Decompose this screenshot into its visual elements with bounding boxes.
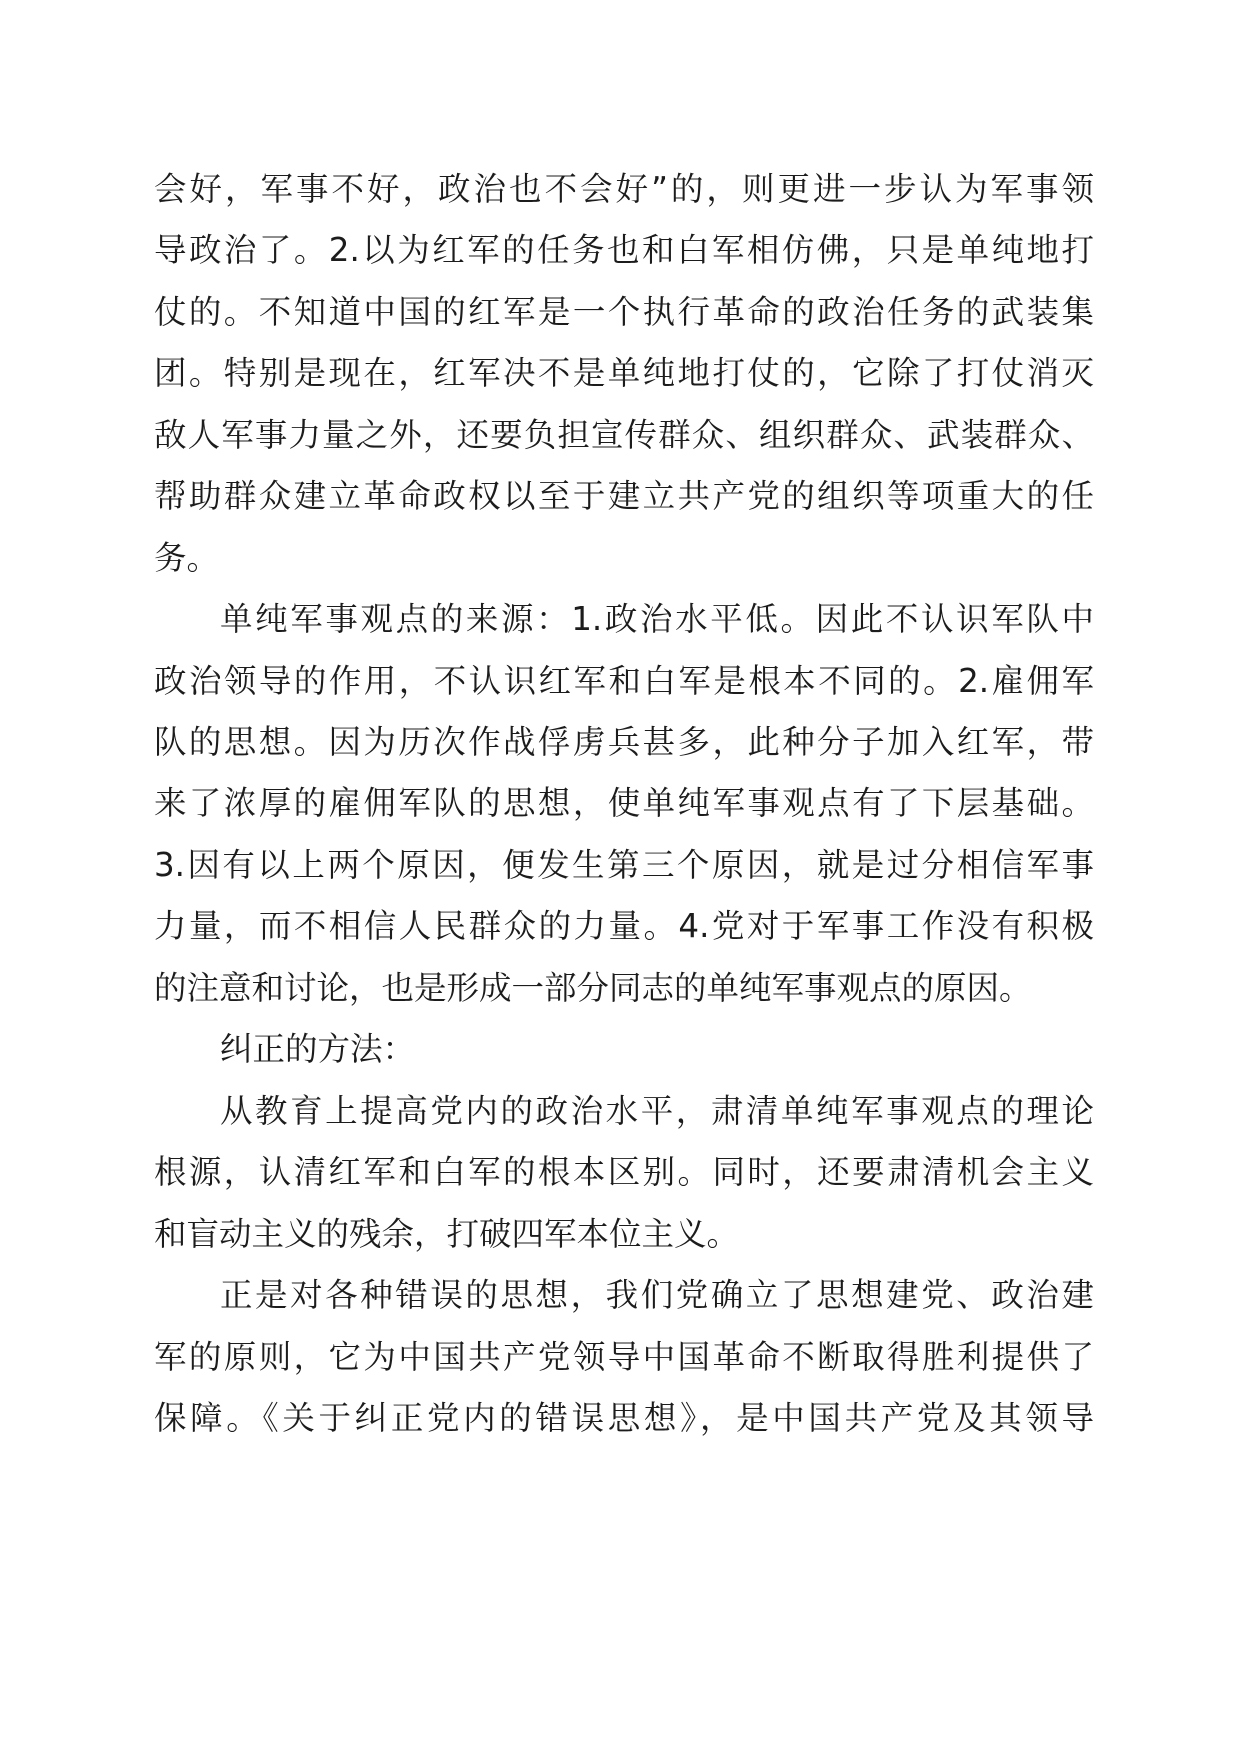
text-line-10: 队的思想。因为历次作战俘虏兵甚多，此种分子加入红军，带 [154, 723, 1094, 761]
text-line-14: 的注意和讨论，也是形成一部分同志的单纯军事观点的原因。 [154, 969, 1032, 1007]
text-line-4: 团。特别是现在，红军决不是单纯地打仗的，它除了打仗消灭 [154, 354, 1094, 392]
text-line-3: 仗的。不知道中国的红军是一个执行革命的政治任务的武装集 [154, 293, 1094, 331]
text-line-20: 军的原则，它为中国共产党领导中国革命不断取得胜利提供了 [154, 1338, 1094, 1376]
text-line-13: 力量，而不相信人民群众的力量。4.党对于军事工作没有积极 [154, 907, 1094, 945]
text-line-9: 政治领导的作用，不认识红军和白军是根本不同的。2.雇佣军 [154, 662, 1094, 700]
text-line-5: 敌人军事力量之外，还要负担宣传群众、组织群众、武装群众、 [154, 416, 1094, 454]
text-line-21: 保障。《关于纠正党内的错误思想》，是中国共产党及其领导 [154, 1399, 1094, 1437]
text-line-1: 会好，军事不好，政治也不会好”的，则更进一步认为军事领 [154, 170, 1094, 208]
text-line-17: 根源，认清红军和白军的根本区别。同时，还要肃清机会主义 [154, 1153, 1094, 1191]
paragraph-method-line-1: 从教育上提高党内的政治水平，肃清单纯军事观点的理论 [220, 1092, 1094, 1130]
paragraph-method-heading: 纠正的方法： [220, 1030, 416, 1068]
text-line-2: 导政治了。2.以为红军的任务也和白军相仿佛，只是单纯地打 [154, 231, 1094, 269]
paragraph-sources-line-1: 单纯军事观点的来源：1.政治水平低。因此不认识军队中 [220, 600, 1094, 638]
text-line-6: 帮助群众建立革命政权以至于建立共产党的组织等项重大的任 [154, 477, 1094, 515]
text-line-18: 和盲动主义的残余，打破四军本位主义。 [154, 1215, 740, 1253]
text-line-11: 来了浓厚的雇佣军队的思想，使单纯军事观点有了下层基础。 [154, 784, 1094, 822]
text-line-12: 3.因有以上两个原因，便发生第三个原因，就是过分相信军事 [154, 846, 1094, 884]
text-line-7: 务。 [154, 539, 220, 577]
paragraph-conclusion-line-1: 正是对各种错误的思想，我们党确立了思想建党、政治建 [220, 1276, 1094, 1314]
